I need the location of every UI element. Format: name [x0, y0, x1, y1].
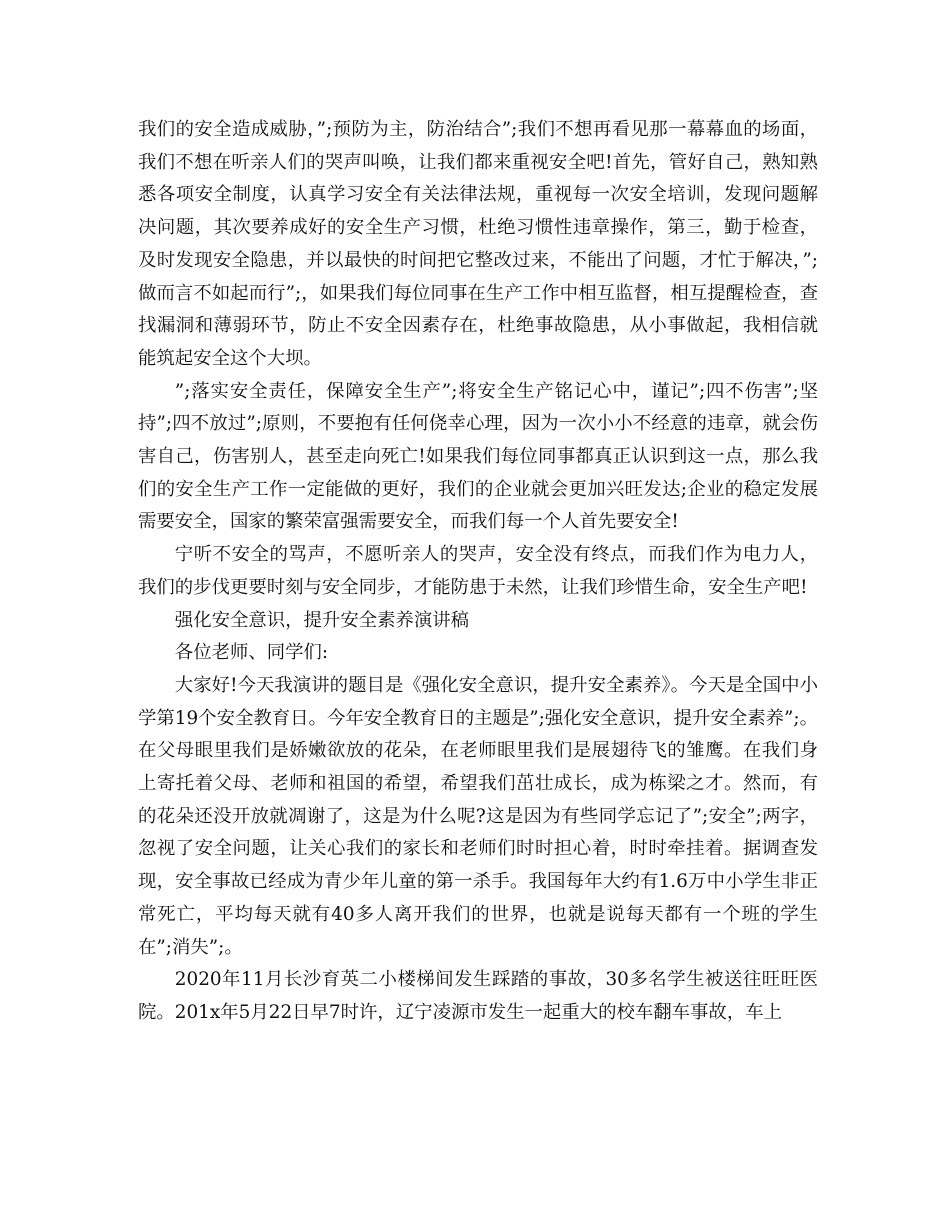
paragraph-1: 我们的安全造成威胁，”;预防为主，防治结合”;我们不想再看见那一幕幕血的场面，我们不想在听亲人们的哭声叫唤，让我们都来重视安全吧!首先，管好自己，熟知熟悉各项安全制度，认真学习安全有关法律法规，重视每一次安全培训，发现问题解决问题，其次要养成好的安全生产习惯，杜绝习惯性违章操作，第三，勤于检查，及时发现安全隐患，并以最快的时间把它整改过来，不能出了问题，才忙于解决，”;做而言不如起而行”;，如果我们每位同事在生产工作中相互监督，相互提醒检查，查找漏洞和薄弱环节，防止不安全因素存在，杜绝事故隐患，从小事做起，我相信就能筑起安全这个大坝。: [138, 119, 818, 369]
salutation: 各位老师、同学们:: [174, 642, 329, 664]
paragraph-7: 2020年11月长沙育英二小楼梯间发生踩踏的事故，30多名学生被送往旺旺医院。201x年5月22日早7时许，辽宁凌源市发生一起重大的校车翻车事故，车上: [138, 969, 818, 1023]
speech-title: 强化安全意识，提升安全素养演讲稿: [174, 609, 470, 631]
paragraph-2: ”;落实安全责任，保障安全生产”;将安全生产铭记心中，谨记”;四不伤害”;坚持”;四不放过”;原则，不要抱有任何侥幸心理，因为一次小小不经意的违章，就会伤害自己，伤害别人，甚至走向死亡!如果我们每位同事都真正认识到这一点，那么我们的安全生产工作一定能做的更好，我们的企业就会更加兴旺发达;企业的稳定发展需要安全，国家的繁荣富强需要安全，而我们每一个人首先要安全!: [138, 380, 818, 533]
document-body: [138, 114, 818, 1030]
paragraph-6: 大家好!今天我演讲的题目是《强化安全意识，提升安全素养》。今天是全国中小学第19个安全教育日。今年安全教育日的主题是”;强化安全意识，提升安全素养”;。在父母眼里我们是娇嫩欲放的花朵，在老师眼里我们是展翅待飞的雏鹰。在我们身上寄托着父母、老师和祖国的希望，希望我们茁壮成长，成为栋梁之才。然而，有的花朵还没开放就凋谢了，这是为什么呢?这是因为有些同学忘记了”;安全”;两字，忽视了安全问题，让关心我们的家长和老师们时时担心着，时时牵挂着。据调查发现，安全事故已经成为青少年儿童的第一杀手。我国每年大约有1.6万中小学生非正常死亡，平均每天就有40多人离开我们的世界，也就是说每天都有一个班的学生在”;消失”;。: [138, 674, 818, 958]
paragraph-3: 宁听不安全的骂声，不愿听亲人的哭声，安全没有终点，而我们作为电力人，我们的步伐更要时刻与安全同步，才能防患于未然，让我们珍惜生命，安全生产吧!: [138, 544, 818, 598]
